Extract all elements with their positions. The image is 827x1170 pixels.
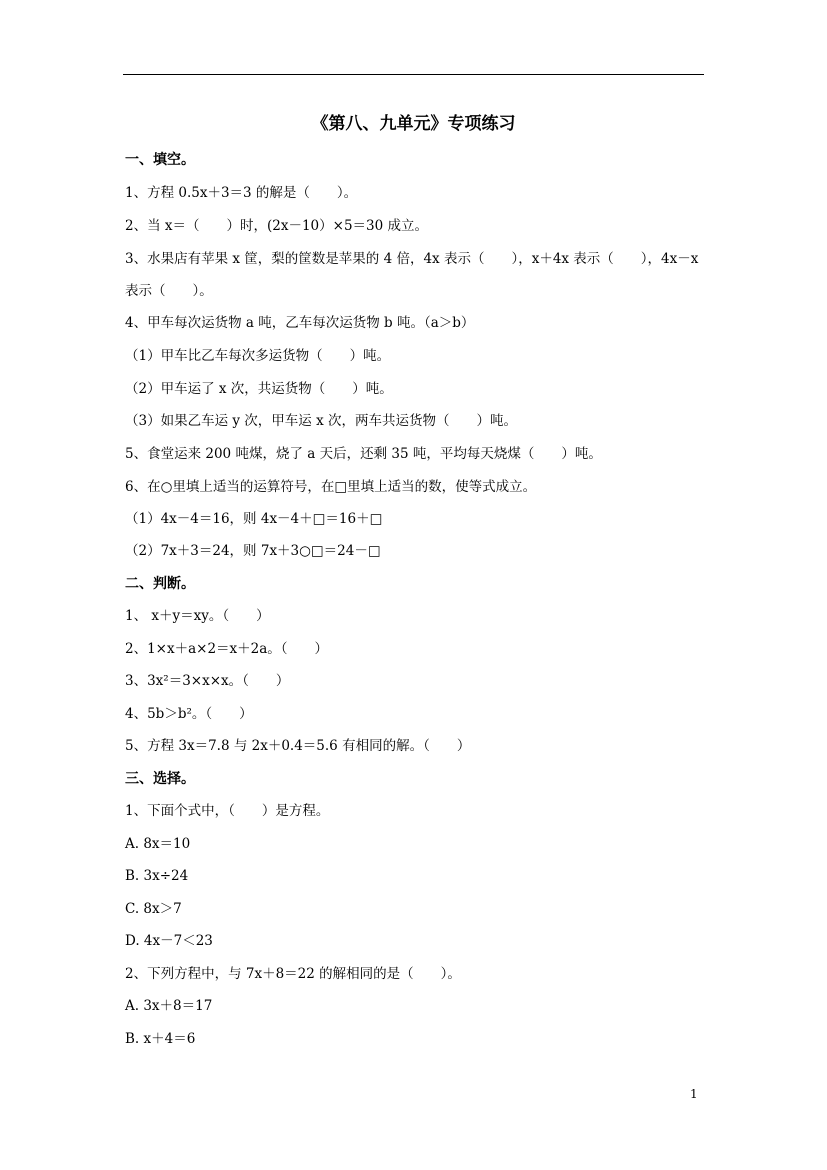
section-heading-fill-blank: 一、填空。: [125, 152, 195, 168]
header-rule: [123, 74, 704, 75]
question-line: （2）7x＋3＝24，则 7x＋3○□＝24－□: [125, 543, 381, 559]
choice-option: C. 8x＞7: [125, 901, 182, 917]
choice-option: B. 3x÷24: [125, 868, 189, 884]
choice-option: D. 4x－7＜23: [125, 933, 213, 949]
question-line: 1、 x＋y＝xy。（ ）: [125, 608, 270, 624]
question-line: 5、食堂运来 200 吨煤，烧了 a 天后，还剩 35 吨，平均每天烧煤（ ）吨。: [125, 446, 602, 462]
question-line: 2、1×x＋a×2＝x＋2a。（ ）: [125, 641, 329, 657]
question-line: （1）甲车比乙车每次多运货物（ ）吨。: [125, 348, 391, 364]
question-line: 3、水果店有苹果 x 筐，梨的筐数是苹果的 4 倍，4x 表示（ ），x＋4x 表示（ ），4x－x: [125, 251, 699, 267]
question-line: 1、下面个式中，（ ）是方程。: [125, 803, 330, 819]
question-line: 2、下列方程中，与 7x＋8＝22 的解相同的是（ ）。: [125, 966, 461, 982]
question-line: 5、方程 3x＝7.8 与 2x＋0.4＝5.6 有相同的解。（ ）: [125, 738, 471, 754]
question-line: 3、3x²＝3×x×x。（ ）: [125, 673, 290, 689]
choice-option: B. x＋4＝6: [125, 1031, 196, 1047]
question-line: 2、当 x＝（ ）时，(2x－10）×5＝30 成立。: [125, 218, 429, 234]
question-line: （3）如果乙车运 y 次，甲车运 x 次，两车共运货物（ ）吨。: [125, 413, 517, 429]
question-line: （2）甲车运了 x 次，共运货物（ ）吨。: [125, 381, 393, 397]
section-heading-multiple-choice: 三、选择。: [125, 771, 195, 787]
section-heading-true-false: 二、判断。: [125, 576, 195, 592]
page-title: 《第八、九单元》专项练习: [311, 114, 516, 134]
question-line: 4、甲车每次运货物 a 吨，乙车每次运货物 b 吨。（a＞b）: [125, 315, 475, 331]
question-line: 4、5b＞b²。（ ）: [125, 706, 253, 722]
page-number: 1: [690, 1087, 698, 1101]
question-line: 1、方程 0.5x＋3＝3 的解是（ ）。: [125, 185, 358, 201]
choice-option: A. 8x＝10: [125, 836, 191, 852]
choice-option: A. 3x＋8＝17: [125, 998, 213, 1014]
question-line: 6、在○里填上适当的运算符号，在□里填上适当的数，使等式成立。: [125, 479, 537, 495]
question-line: 表示（ ）。: [125, 283, 213, 299]
question-line: （1）4x－4＝16，则 4x－4＋□＝16＋□: [125, 511, 383, 527]
